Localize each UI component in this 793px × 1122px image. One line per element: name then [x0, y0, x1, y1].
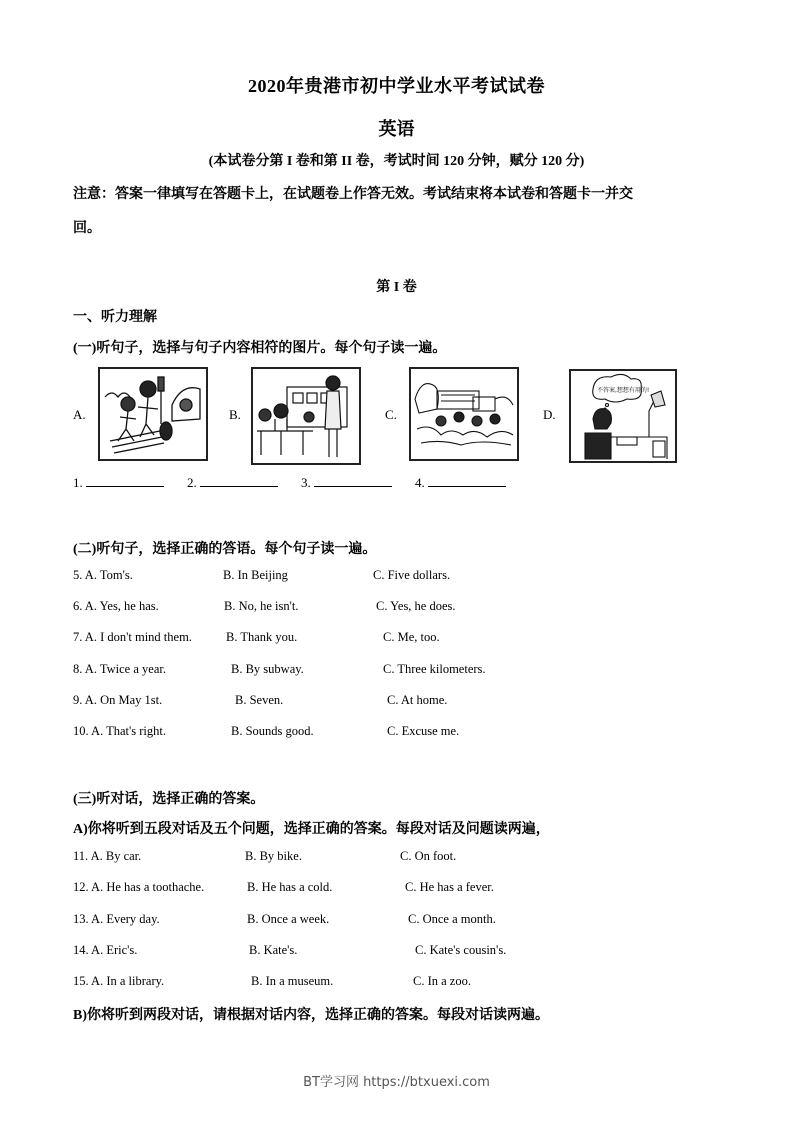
option-c: C. On foot.: [400, 849, 457, 863]
picture-label-c: C.: [385, 407, 397, 422]
question-row: [73, 912, 753, 928]
option-c: C. At home.: [387, 693, 448, 707]
option-b: B. In a museum.: [251, 974, 334, 988]
blank-line[interactable]: [200, 476, 278, 487]
question-row: [73, 693, 753, 709]
picture-label-d: D.: [543, 407, 556, 422]
question-row: [73, 599, 753, 615]
section1-heading: (一)听句子，选择与句子内容相符的图片。每个句子读一遍。: [73, 341, 447, 356]
option-b: B. Kate's.: [249, 943, 298, 957]
option-a: 6. A. Yes, he has.: [73, 599, 159, 613]
notice-line-2: 回。: [73, 221, 101, 236]
exam-subject: 英语: [378, 119, 415, 139]
volume-label: 第 I 卷: [376, 280, 417, 295]
option-b: B. In Beijing: [223, 568, 288, 582]
blank-line[interactable]: [428, 476, 506, 487]
question-row: [73, 974, 753, 990]
option-c: C. In a zoo.: [413, 974, 471, 988]
picture-label-a: A.: [73, 407, 86, 422]
option-a: 7. A. I don't mind them.: [73, 630, 192, 644]
blank-label: 3.: [301, 475, 311, 490]
option-c: C. He has a fever.: [405, 880, 494, 894]
option-b: B. By bike.: [245, 849, 302, 863]
option-a: 9. A. On May 1st.: [73, 693, 163, 707]
notice-line-1: 注意：答案一律填写在答题卡上，在试题卷上作答无效。考试结束将本试卷和答题卡一并交: [73, 187, 633, 202]
question-row: [73, 943, 753, 959]
question-row: [73, 880, 753, 896]
blank-label: 2.: [187, 475, 197, 490]
option-a: 12. A. He has a toothache.: [73, 880, 205, 894]
option-a: 10. A. That's right.: [73, 724, 166, 738]
part-heading-listening: 一、听力理解: [73, 310, 157, 325]
blank-label: 4.: [415, 475, 425, 490]
question-row: [73, 630, 753, 646]
exam-title: 2020年贵港市初中学业水平考试试卷: [248, 76, 545, 96]
option-a: 13. A. Every day.: [73, 912, 160, 926]
option-c: C. Three kilometers.: [383, 662, 486, 676]
option-a: 14. A. Eric's.: [73, 943, 138, 957]
answer-blank-3[interactable]: [301, 475, 392, 491]
classroom-teacher-picture-icon: [251, 367, 361, 465]
question-row: [73, 849, 753, 865]
option-b: B. Sounds good.: [231, 724, 314, 738]
svg-text:不答案,想想有用的!: 不答案,想想有用的!: [597, 387, 650, 394]
question-row: [73, 568, 753, 584]
school-playground-picture-icon: [409, 367, 519, 461]
option-c: C. Excuse me.: [387, 724, 460, 738]
option-c: C. Once a month.: [408, 912, 496, 926]
option-a: 5. A. Tom's.: [73, 568, 133, 582]
street-crossing-picture-icon: [98, 367, 208, 461]
answer-blank-2[interactable]: [187, 475, 278, 491]
option-b: B. Seven.: [235, 693, 284, 707]
question-row: [73, 724, 753, 740]
picture-label-b: B.: [229, 407, 241, 422]
option-a: 8. A. Twice a year.: [73, 662, 166, 676]
blank-line[interactable]: [314, 476, 392, 487]
option-a: 11. A. By car.: [73, 849, 142, 863]
option-c: C. Five dollars.: [373, 568, 451, 582]
blank-label: 1.: [73, 475, 83, 490]
option-c: C. Yes, he does.: [376, 599, 456, 613]
section3b-heading: B)你将听到两段对话，请根据对话内容，选择正确的答案。每段对话读两遍。: [73, 1008, 549, 1023]
answer-blank-1[interactable]: [73, 475, 164, 491]
section3a-heading: A)你将听到五段对话及五个问题，选择正确的答案。每段对话及问题读两遍，: [73, 822, 550, 837]
option-b: B. By subway.: [231, 662, 304, 676]
exam-scope-note: (本试卷分第 I 卷和第 II 卷，考试时间 120 分钟，赋分 120 分): [208, 154, 585, 169]
section2-heading: (二)听句子，选择正确的答语。每个句子读一遍。: [73, 542, 377, 557]
option-b: B. He has a cold.: [247, 880, 333, 894]
option-c: C. Kate's cousin's.: [415, 943, 507, 957]
answer-blanks-row: [73, 475, 526, 491]
watermark-footer: BT学习网 https://btxuexi.com: [303, 1075, 490, 1090]
option-b: B. No, he isn't.: [224, 599, 299, 613]
option-a: 15. A. In a library.: [73, 974, 165, 988]
option-b: B. Once a week.: [247, 912, 330, 926]
section3-heading: (三)听对话，选择正确的答案。: [73, 792, 265, 807]
student-desk-thinking-picture-icon: [569, 369, 677, 463]
answer-blank-4[interactable]: [415, 475, 506, 491]
option-c: C. Me, too.: [383, 630, 440, 644]
blank-line[interactable]: [86, 476, 164, 487]
exam-notice: [73, 178, 723, 246]
question-row: [73, 662, 753, 678]
option-b: B. Thank you.: [226, 630, 298, 644]
